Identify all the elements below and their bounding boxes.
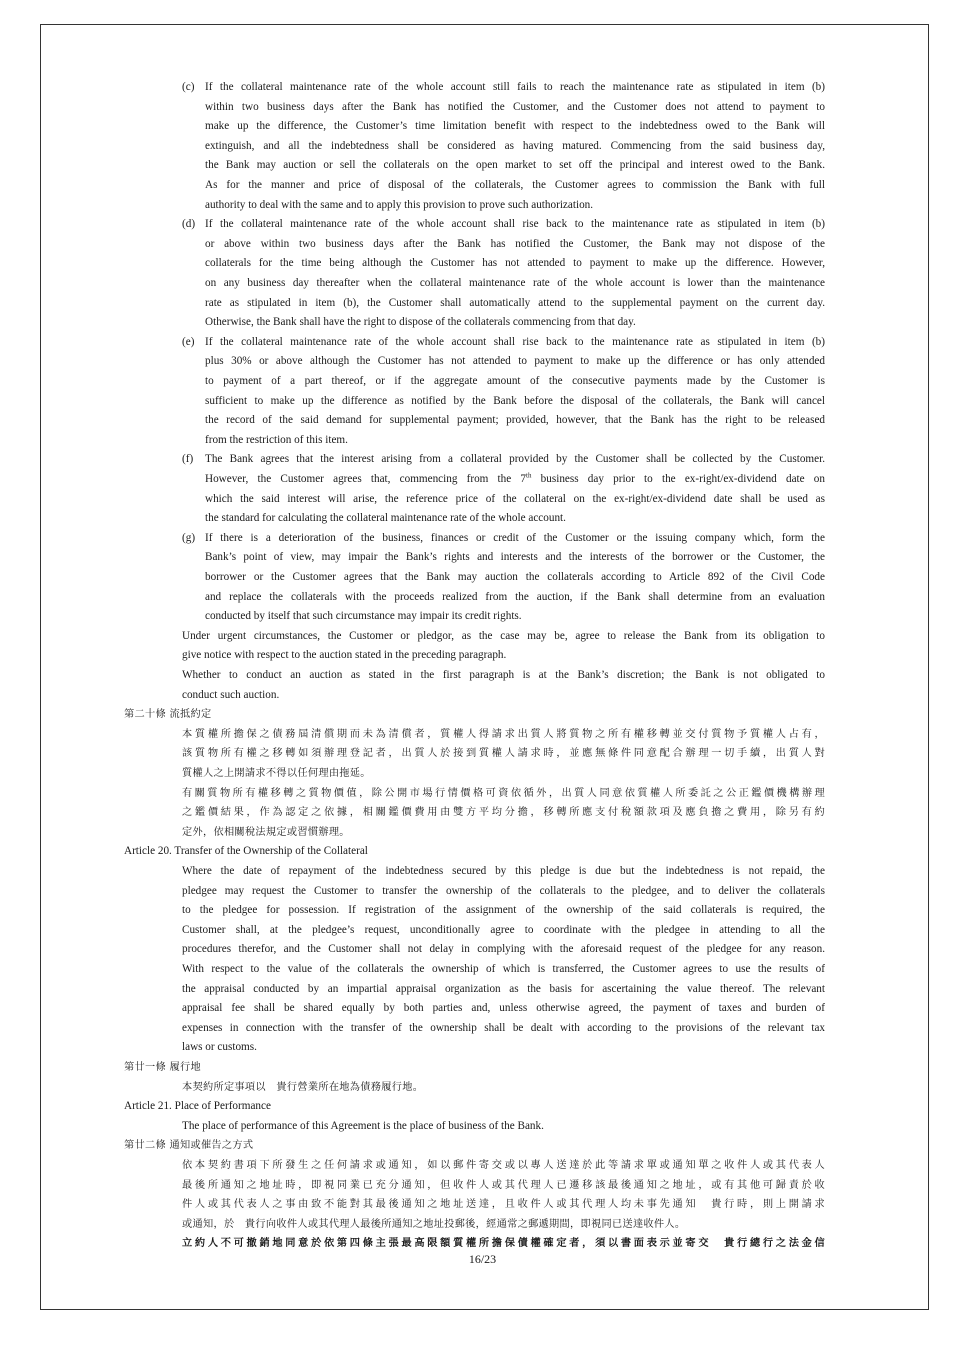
item-c-label: (c): [182, 81, 195, 93]
article-20-en-line: expenses in connection with the transfer of the ownership shall be dealt with according to the provisions of the relevant tax: [182, 1021, 825, 1034]
urgent-paragraph-line: Under urgent circumstances, the Customer or pledgor, as the case may be, agree to release the Bank from its obligation to: [182, 629, 825, 642]
item-d-line: collaterals for the time being although the Customer has not attended to payment to make up the difference. However,: [205, 257, 825, 270]
article-20-zh-line: 本質權所擔保之債務屆清償期而未為清償者，質權人得請求出質人將質物之所有權移轉並交付質物予質權人占有，: [182, 728, 825, 740]
item-f-line: which the said interest will arise, the reference price of the collateral on the ex-right/ex-dividend date shall be used as: [205, 492, 825, 505]
article-20-en-heading: Article 20. Transfer of the Ownership of the Collateral: [124, 845, 368, 858]
item-g-line: conducted by itself that such circumstance may impair its credit rights.: [205, 610, 522, 623]
article-21-zh-heading: 第廿一條 履行地: [124, 1062, 201, 1073]
superscript-th: th: [526, 471, 532, 480]
article-20-zh-heading: 第二十條 流抵約定: [124, 709, 212, 721]
item-f-line: [205, 470, 825, 490]
item-c-line: extinguish, and all the indebtedness shall be considered as having matured. Commencing from the said business day,: [205, 139, 825, 152]
article-22-zh-heading: 第廿二條 通知或催告之方式: [124, 1140, 254, 1152]
item-c-line: make up the difference, the Customer’s time limitation benefit with respect to the indebtedness owed to the Bank will: [205, 120, 825, 133]
item-f-label: (f): [182, 453, 194, 466]
whether-paragraph-line: conduct such auction.: [182, 688, 280, 701]
article-20-en-line: pledgee may request the Customer to transfer the ownership of the collaterals to the pledgee, and to deliver the collaterals: [182, 884, 825, 897]
article-20-en-line: the appraisal conducted by an impartial appraisal organization as the basis for ascertaining the value thereof. The relevant: [182, 982, 825, 995]
item-d-line: If the collateral maintenance rate of the whole account shall rise back to the maintenance rate as stipulated in item (b): [205, 218, 825, 231]
item-c-line: within two business days after the Bank has notified the Customer, and the Customer does not attend to payment to: [205, 100, 825, 113]
article-22-zh-line: 或通知，於 貴行向收件人或其代理人最後所通知之地址投郵後，經通常之郵遞期間，即視同已送達收件人。: [182, 1218, 686, 1230]
item-g-line: Bank’s point of view, may impair the Bank’s rights and interests and the interests of the borrower or the Customer, the: [205, 551, 825, 564]
article-22-zh-line: 最後所通知之地址時，即視同業已充分通知，但收件人或其代理人已遷移該最後通知之地址，或有其他可歸責於收: [182, 1179, 825, 1191]
article-20-zh-line: 定外，依相關稅法規定或習慣辦理。: [182, 826, 350, 838]
item-d-line: rate as stipulated in item (b), the Customer shall automatically attend to the supplemental payment on the current day.: [205, 296, 825, 309]
urgent-paragraph-line: give notice with respect to the auction stated in the preceding paragraph.: [182, 649, 507, 662]
item-g-line: borrower or the Customer agrees that the Bank may auction the collaterals according to Article 892 of the Civil Code: [205, 571, 825, 583]
article-20-en-line: Customer shall, at the pledgee’s request, unconditionally agree to coordinate with the pledgee in attending to all the: [182, 923, 825, 936]
article-20-en-line: laws or customs.: [182, 1041, 257, 1054]
article-21-en-line: The place of performance of this Agreement is the place of business of the Bank.: [182, 1119, 544, 1132]
article-21-zh-line: 本契約所定事項以 貴行營業所在地為債務履行地。: [182, 1081, 424, 1093]
item-g-label: (g): [182, 531, 196, 544]
article-22-zh-line: 立約人不可撤銷地同意於依第四條主張最高限額質權所擔保債權確定者，須以書面表示並寄交 貴行總行之法金信: [182, 1238, 825, 1250]
item-c-line: the Bank may auction or sell the collaterals on the open market to set off the principal and interest owed to the Bank.: [205, 159, 825, 172]
item-d-line: on any business day thereafter when the collateral maintenance rate of the whole account is lower than the maintenance: [205, 277, 825, 289]
item-d-label: (d): [182, 218, 196, 231]
article-20-en-line: Where the date of repayment of the indebtedness secured by this pledge is due but the indebtedness is not repaid, the: [182, 865, 825, 877]
article-21-en-heading: Article 21. Place of Performance: [124, 1100, 271, 1113]
article-22-zh-line: 件人或其代表人之事由致不能對其最後通知之地址送達，且收件人或其代理人均未事先通知 貴行時，則上開請求: [182, 1199, 825, 1211]
item-f-line: the standard for calculating the collateral maintenance rate of the whole account.: [205, 512, 566, 525]
whether-paragraph-line: Whether to conduct an auction as stated in the first paragraph is at the Bank’s discretion; the Bank is not obligated to: [182, 669, 825, 681]
article-20-en-line: to the pledgee for possession. If registration of the assignment of the ownership of the said collaterals is required, the: [182, 904, 825, 917]
item-g-line: If there is a deterioration of the business, finances or credit of the Customer or the issuing company which, form the: [205, 531, 825, 544]
item-c-line: If the collateral maintenance rate of the whole account still fails to reach the maintenance rate as stipulated in item (b): [205, 81, 825, 93]
article-20-zh-line: 之鑑價結果，作為認定之依據，相關鑑價費用由雙方平均分擔，移轉所應支付稅額款項及應負擔之費用，除另有約: [182, 807, 825, 819]
item-c-line: authority to deal with the same and to apply this provision to prove such authorization.: [205, 198, 594, 211]
item-c-line: As for the manner and price of disposal of the collaterals, the Customer agrees to commission the Bank with full: [205, 179, 825, 191]
item-e-label: (e): [182, 335, 195, 348]
article-20-zh-line: 該質物所有權之移轉如須辦理登記者，出質人於接到質權人請求時，並應無條件同意配合辦理一切手續，出質人對: [182, 748, 825, 760]
article-20-en-line: appraisal fee shall be shared equally by both parties and, unless otherwise agreed, the payment of taxes and burden of: [182, 1002, 825, 1015]
item-f-line: The Bank agrees that the interest arising from a collateral provided by the Customer shall be collected by the Customer.: [205, 453, 825, 466]
item-d-line: Otherwise, the Bank shall have the right to dispose of the collaterals commencing from that day.: [205, 316, 636, 329]
article-20-en-line: procedures therefor, and the Customer shall not delay in complying with the aforesaid request of the pledgee for any reason.: [182, 943, 825, 956]
item-e-line: from the restriction of this item.: [205, 433, 348, 446]
item-e-line: plus 30% or above although the Customer has not attended to payment to make up the difference or has only attended: [205, 355, 825, 368]
article-22-zh-line: 依本契約書項下所發生之任何請求或通知，如以郵件寄交或以專人送達於此等請求單或通知單之收件人或其代表人: [182, 1160, 825, 1171]
item-f-text: However, the Customer agrees that, commencing from the 7: [205, 473, 527, 485]
item-e-line: the record of the said demand for supplemental payment; provided, however, that the Bank has the right to be released: [205, 414, 825, 427]
item-d-line: or above within two business days after the Bank has notified the Customer, the Bank may not dispose of the: [205, 237, 825, 250]
article-20-zh-line: 質權人之上開請求不得以任何理由拖延。: [182, 768, 371, 779]
item-f-text: business day prior to the ex-right/ex-dividend date on: [531, 473, 825, 485]
item-g-line: and replace the collaterals with the proceeds realized from the auction, if the Bank shall determine from an evaluation: [205, 590, 825, 603]
item-e-line: sufficient to make up the difference as notified by the Bank before the disposal of the collaterals, the Bank will cancel: [205, 394, 825, 407]
item-e-line: If the collateral maintenance rate of the whole account shall rise back to the maintenance rate as stipulated in item (b): [205, 335, 825, 348]
page-number: 16/23: [468, 1252, 497, 1266]
item-e-line: to payment of a part thereof, or if the aggregate amount of the consecutive payments made by the Customer is: [205, 375, 825, 387]
article-20-zh-line: 有關質物所有權移轉之質物價值，除公開市場行情價格可資依循外，出質人同意依質權人所委託之公正鑑價機構辦理: [182, 787, 825, 799]
article-20-en-line: With respect to the value of the collaterals the ownership of which is transferred, the Customer agrees to use the results of: [182, 963, 825, 975]
